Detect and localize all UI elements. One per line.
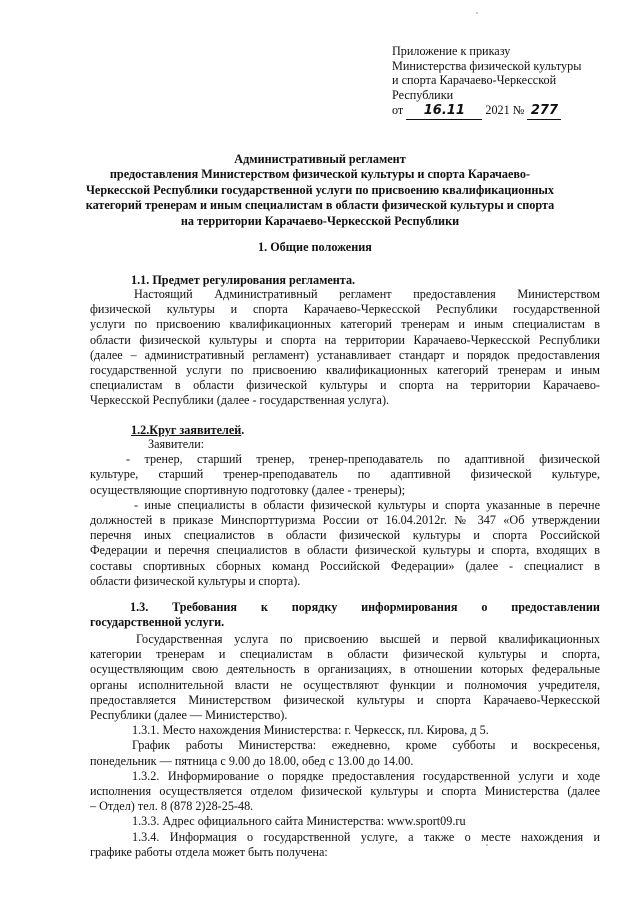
paragraph-line: исполнения осуществляется отделом физической культуры и спорта Министерства (далее [90,783,600,798]
paragraph-line: Республики (далее — Министерство). [90,707,288,722]
appendix-line: Министерства физической культуры [392,58,582,73]
paragraph-line: осуществляющим свою деятельность в организациях, в отношении которых федеральные [90,662,600,677]
subsection-heading-1-1: 1.1. Предмет регулирования регламента. [131,273,356,287]
title-line: Черкесской Республики государственной услуги по присвоению квалификационных [85,182,555,197]
paragraph-line: (далее – административный регламент) устанавливает стандарт и порядок предоставления [90,347,600,362]
heading-word: к [260,600,268,614]
subsection-heading-1-2-text: 1.2.Круг заявителей [131,423,242,437]
paragraph-line: органы исполнительной власти не осуществляют функции и полномочия учредителя, [90,677,600,692]
title-line: Административный регламент [234,152,406,166]
paragraph-line: - тренер, старший тренер, тренер-преподаватель по адаптивной физической [126,452,600,467]
appendix-block [392,44,622,120]
document-title [80,152,560,229]
paragraph-line: области физической культуры и спорта). [90,573,301,588]
paragraph-line: Государственная услуга по присвоению высшей и первой квалификационных [136,632,600,646]
paragraph-line: Настоящий Административный регламент предоставления Министерством [134,287,600,301]
order-date-handwritten: 16.11 [406,104,482,120]
section-heading-general: 1. Общие положения [258,240,372,254]
order-year: 2021 № [485,103,525,118]
subsection-1-3-body [90,632,600,860]
heading-word: информирования [361,600,458,614]
title-line: на территории Карачаево-Черкесской Республики [180,213,460,228]
heading-period: . [241,423,245,437]
paragraph-line: перечня иных специалистов в области физической культуры и спорта Российской [90,528,600,543]
paragraph-line: – Отдел) тел. 8 (878 2)28-25-48. [90,799,254,814]
paragraph-line: - иные специалисты в области физической культуры и спорта указанные в перечне [134,497,600,512]
paragraph-line: категории тренерам и специалистам в области физической культуры и спорта, [90,647,600,662]
scan-speck [486,844,488,846]
scan-speck [476,12,478,14]
paragraph-line: Федерации и перечня специалистов в области физической культуры и спорта, входящих в [90,543,600,558]
paragraph-line: составы спортивных сборных команд Российской Федерации» (далее - специалист в [90,558,600,573]
paragraph-line: Черкесской Республики (далее - государственная услуга). [90,393,390,408]
paragraph-line: специалистам в области физической культуры и спорта на территории Карачаево- [90,378,600,393]
appendix-line: Приложение к приказу [392,44,511,58]
order-prefix: от [392,103,404,118]
order-number-handwritten: 277 [527,104,561,120]
title-line: категорий тренерам и иным специалистам в области физической культуры и спорта [85,198,555,213]
paragraph-line: понедельник — пятница с 9.00 до 18.00, обед с 13.00 до 14.00. [90,753,414,768]
applicants-label: Заявители: [148,437,205,451]
paragraph-line: 1.3.4. Информация о государственной услуге, а также о месте нахождения и [132,829,600,844]
title-line: предоставления Министерством физической культуры и спорта Карачаево- [109,167,531,182]
appendix-line: и спорта Карачаево-Черкесской [392,73,557,88]
paragraph-line: предоставляется Министерством физической культуры и спорта Карачаево-Черкесской [90,692,600,707]
paragraph-line: 1.3.2. Информирование о порядке предоставления государственной услуги и ходе [132,768,600,783]
paragraph-line: График работы Министерства: ежедневно, кроме субботы и воскресенья, [132,738,600,753]
order-line [392,103,622,120]
paragraph-line: области физической культуры и спорта на территории Карачаево-Черкесской Республики [90,332,600,347]
paragraph-line: культуре, старший тренер-преподаватель по адаптивной физической культуре, [90,467,600,482]
heading-1-3-line1 [90,600,600,615]
paragraph-line: осуществляющие спортивную подготовку (далее - тренеры); [90,482,406,497]
heading-word: 1.3. [130,600,149,614]
paragraph-line: графике работы отдела может быть получена: [90,844,328,859]
heading-word: предоставлении [511,600,600,614]
paragraph-line: 1.3.3. Адрес официального сайта Министерства: www.sport09.ru [132,814,466,829]
subsection-heading-1-2 [131,423,244,438]
heading-word: Требования [172,600,237,614]
appendix-line: Республики [392,87,454,102]
paragraph-line: услуги по присвоению квалификационных категорий тренерам и иным специалистам в [90,317,600,332]
paragraph-line: 1.3.1. Место нахождения Министерства: г. Черкесск, пл. Кирова, д 5. [132,723,489,738]
subsection-1-1-body [90,287,600,409]
subsection-1-2-body [90,437,600,589]
heading-word: порядку [291,600,338,614]
paragraph-line: должностей в приказе Минспорттуризма России от 16.04.2012г. № 347 «Об утверждении [90,512,600,527]
heading-word: о [481,600,488,614]
subsection-heading-1-3 [90,600,600,630]
paragraph-line: государственной услуги по присвоению квалификационных категорий тренерам и иным [90,362,600,377]
paragraph-line: физической культуры и спорта Карачаево-Черкесской Республики государственной [90,302,600,317]
heading-1-3-line2: государственной услуги. [90,615,225,630]
